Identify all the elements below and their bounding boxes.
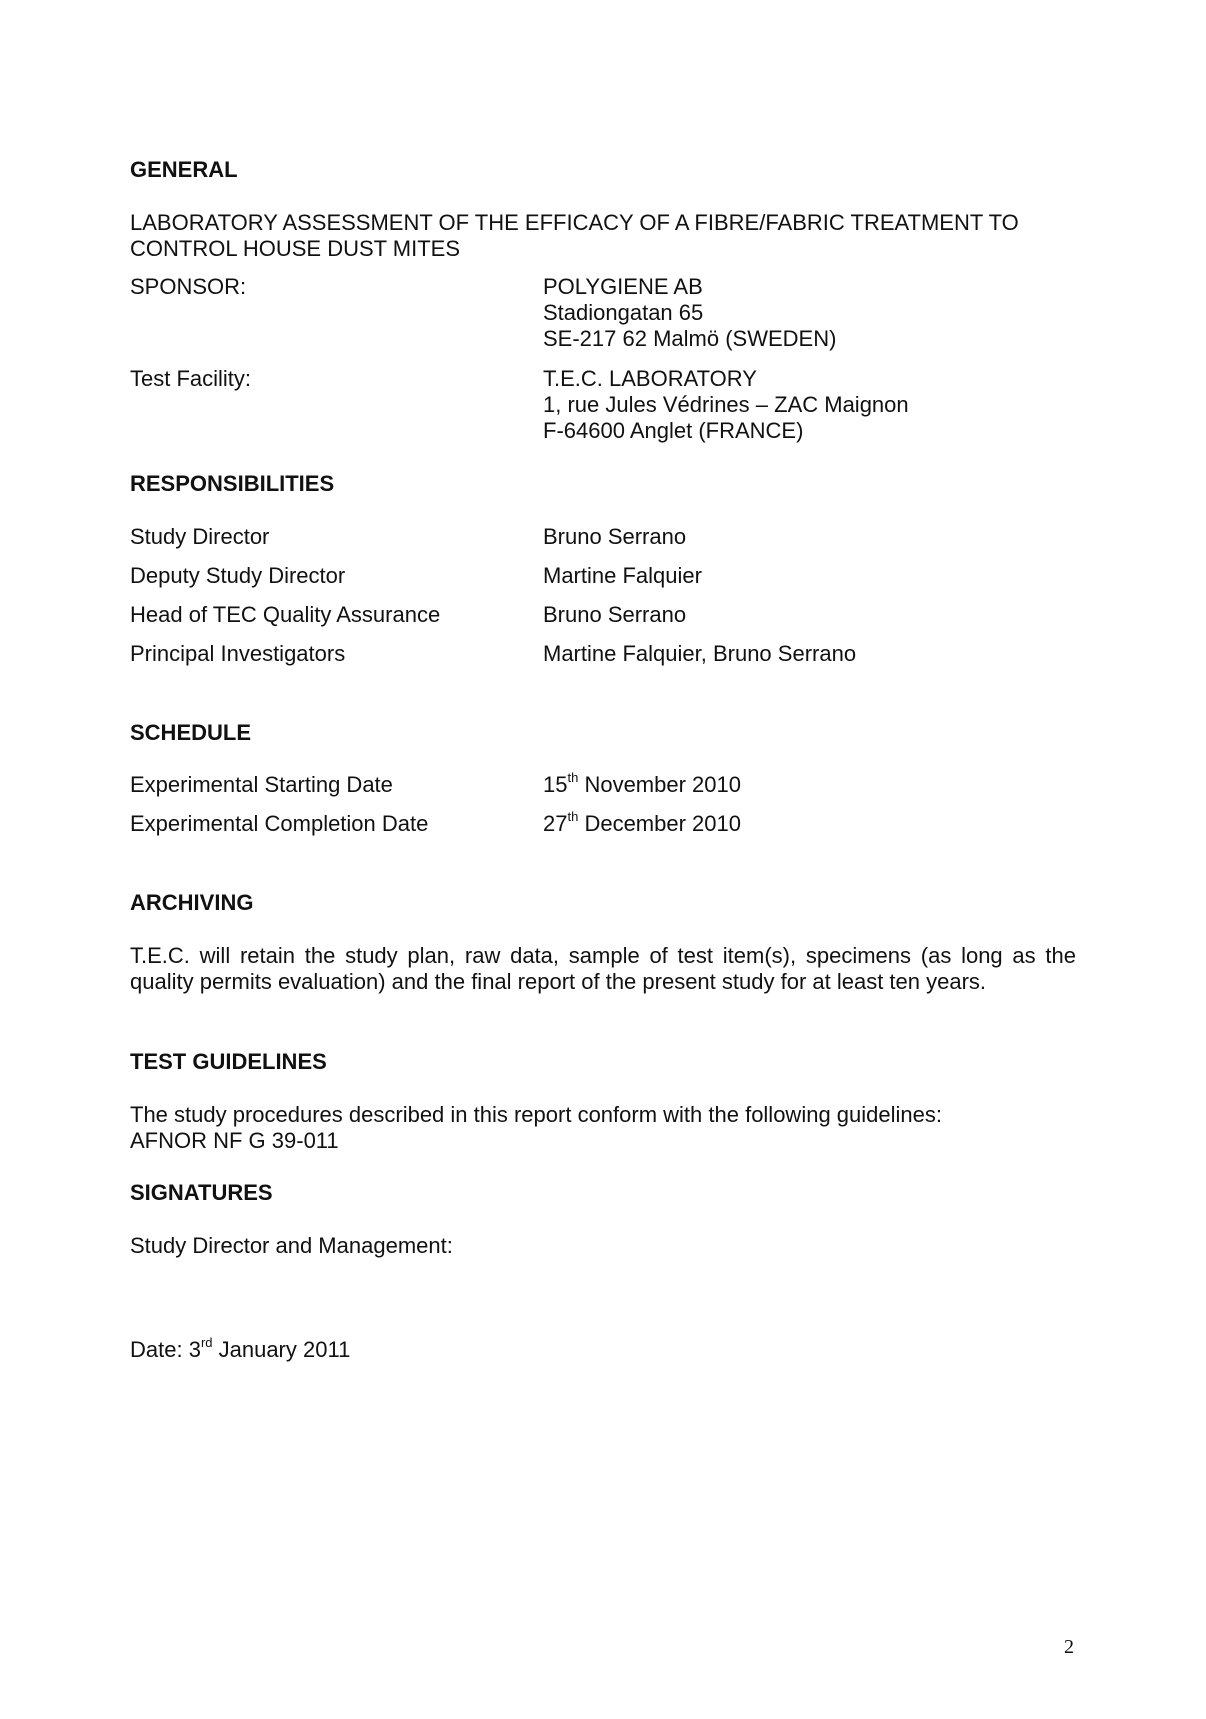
schedule-heading: SCHEDULE	[130, 720, 252, 745]
facility-label: Test Facility:	[130, 366, 252, 391]
role-principal-investigators: Principal Investigators	[130, 641, 346, 666]
signatures-heading: SIGNATURES	[130, 1180, 273, 1205]
completion-date-label: Experimental Completion Date	[130, 811, 429, 836]
name-head-qa: Bruno Serrano	[543, 602, 687, 627]
signatures-line: Study Director and Management:	[130, 1233, 453, 1258]
study-title-line-1: LABORATORY ASSESSMENT OF THE EFFICACY OF A FIBRE/FABRIC TREATMENT TO	[130, 210, 1019, 235]
completion-date-value: 27th December 2010	[543, 808, 741, 836]
study-title-line-2: CONTROL HOUSE DUST MITES	[130, 236, 461, 261]
sponsor-street: Stadiongatan 65	[543, 300, 704, 325]
name-study-director: Bruno Serrano	[543, 524, 687, 549]
archiving-line-2: quality permits evaluation) and the final report of the present study for at least ten years.	[130, 969, 987, 994]
test-guidelines-heading: TEST GUIDELINES	[130, 1049, 327, 1074]
general-heading: GENERAL	[130, 157, 238, 182]
start-date-label: Experimental Starting Date	[130, 772, 393, 797]
role-deputy-study-director: Deputy Study Director	[130, 563, 346, 588]
facility-street: 1, rue Jules Védrines – ZAC Maignon	[543, 392, 909, 417]
name-principal-investigators: Martine Falquier, Bruno Serrano	[543, 641, 857, 666]
role-head-qa: Head of TEC Quality Assurance	[130, 602, 441, 627]
guidelines-line-1: The study procedures described in this report conform with the following guidelines:	[130, 1102, 942, 1127]
responsibilities-heading: RESPONSIBILITIES	[130, 471, 335, 496]
sponsor-city: SE-217 62 Malmö (SWEDEN)	[543, 326, 837, 351]
archiving-line-1: T.E.C. will retain the study plan, raw data, sample of test item(s), specimens (as long as the	[130, 943, 1076, 968]
page-number: 2	[1064, 1636, 1074, 1658]
sponsor-label: SPONSOR:	[130, 274, 247, 299]
sponsor-name: POLYGIENE AB	[543, 274, 703, 299]
guidelines-line-2: AFNOR NF G 39-011	[130, 1128, 339, 1153]
role-study-director: Study Director	[130, 524, 270, 549]
facility-city: F-64600 Anglet (FRANCE)	[543, 418, 804, 443]
facility-name: T.E.C. LABORATORY	[543, 366, 757, 391]
signature-date: Date: 3rd January 2011	[130, 1334, 351, 1362]
archiving-heading: ARCHIVING	[130, 890, 254, 915]
start-date-value: 15th November 2010	[543, 769, 741, 797]
name-deputy-study-director: Martine Falquier	[543, 563, 702, 588]
